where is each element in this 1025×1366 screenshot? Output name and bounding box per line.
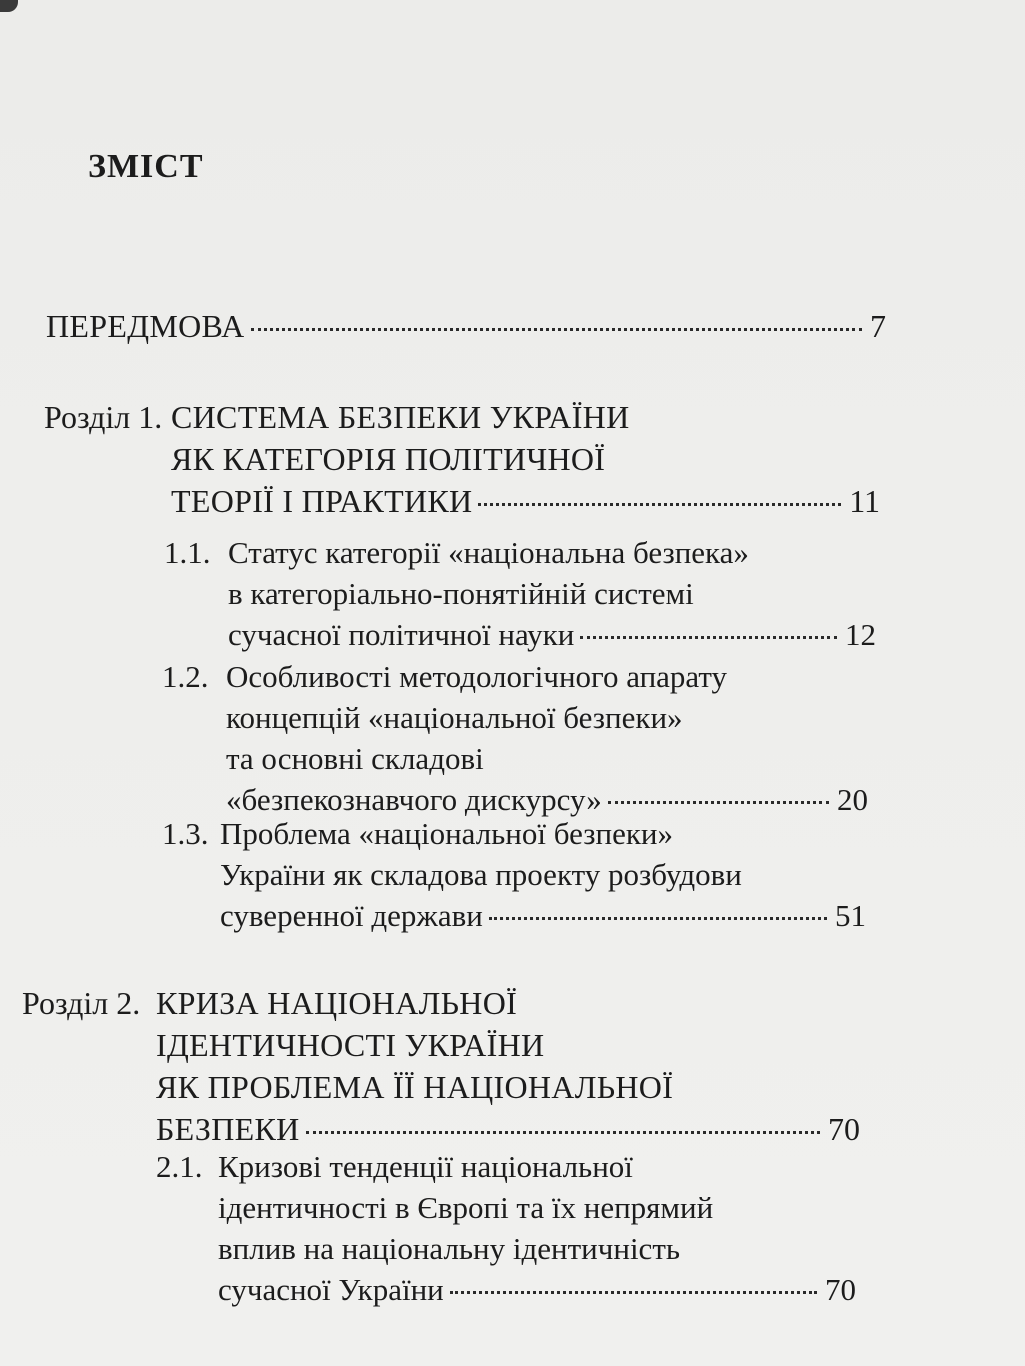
toc-chapter-number: Розділ 1. — [44, 399, 163, 435]
page-title: ЗМІСТ — [88, 148, 204, 185]
toc-page-number: 70 — [825, 1272, 856, 1307]
toc-entry-title-line: ІДЕНТИЧНОСТІ УКРАЇНИ — [156, 1027, 545, 1063]
toc-entry-title-line: ЯК КАТЕГОРІЯ ПОЛІТИЧНОЇ — [171, 441, 606, 477]
dot-leader — [450, 1291, 817, 1294]
dot-leader — [489, 917, 827, 920]
toc-entry-title-line: сучасної України — [218, 1272, 444, 1307]
toc-entry-title-line: вплив на національну ідентичність — [218, 1231, 681, 1266]
dot-leader — [478, 503, 841, 506]
toc-entry-title-line: в категоріально-понятійній системі — [228, 576, 694, 611]
toc-page-number: 11 — [849, 483, 880, 519]
toc-section-number: 2.1. — [156, 1149, 203, 1184]
toc-entry-title: ПЕРЕДМОВА — [46, 308, 245, 344]
toc-entry-title-line: ідентичності в Європі та їх непрямий — [218, 1190, 714, 1225]
toc-entry-title-line: Особливості методологічного апарату — [226, 659, 728, 694]
toc-entry-title-line: СИСТЕМА БЕЗПЕКИ УКРАЇНИ — [171, 399, 630, 435]
toc-page-number: 12 — [845, 617, 876, 652]
toc-chapter-number: Розділ 2. — [22, 985, 141, 1021]
toc-page-number: 7 — [870, 308, 886, 344]
toc-entry-title-line: КРИЗА НАЦІОНАЛЬНОЇ — [156, 985, 518, 1021]
page-corner-shadow — [0, 0, 18, 12]
dot-leader — [306, 1131, 820, 1134]
toc-page-number: 20 — [837, 782, 868, 817]
toc-entry-title-line: концепцій «національної безпеки» — [226, 700, 683, 735]
toc-entry-title-line: та основні складові — [226, 741, 484, 776]
toc-entry-title-line: суверенної держави — [220, 898, 483, 933]
dot-leader — [251, 328, 862, 331]
toc-entry-title-line: ТЕОРІЇ І ПРАКТИКИ — [171, 483, 473, 519]
toc-entry-title-line: Проблема «національної безпеки» — [220, 816, 674, 851]
toc-entry-title-line: БЕЗПЕКИ — [156, 1111, 300, 1147]
toc-entry-title-line: «безпекознавчого дискурсу» — [226, 782, 602, 817]
toc-section-number: 1.2. — [162, 659, 209, 694]
toc-entry-title-line: ЯК ПРОБЛЕМА ЇЇ НАЦІОНАЛЬНОЇ — [156, 1069, 674, 1105]
toc-page-number: 70 — [828, 1111, 860, 1147]
toc-entry-title-line: Статус категорії «національна безпека» — [228, 535, 749, 570]
toc-section-number: 1.3. — [162, 816, 209, 851]
toc-entry-title-line: сучасної політичної науки — [228, 617, 575, 652]
toc-entry-title-line: України як складова проекту розбудови — [220, 857, 742, 892]
toc-page-number: 51 — [835, 898, 866, 933]
toc-section-number: 1.1. — [164, 535, 211, 570]
dot-leader — [608, 801, 829, 804]
dot-leader — [580, 636, 837, 639]
toc-entry-title-line: Кризові тенденції національної — [218, 1149, 633, 1184]
